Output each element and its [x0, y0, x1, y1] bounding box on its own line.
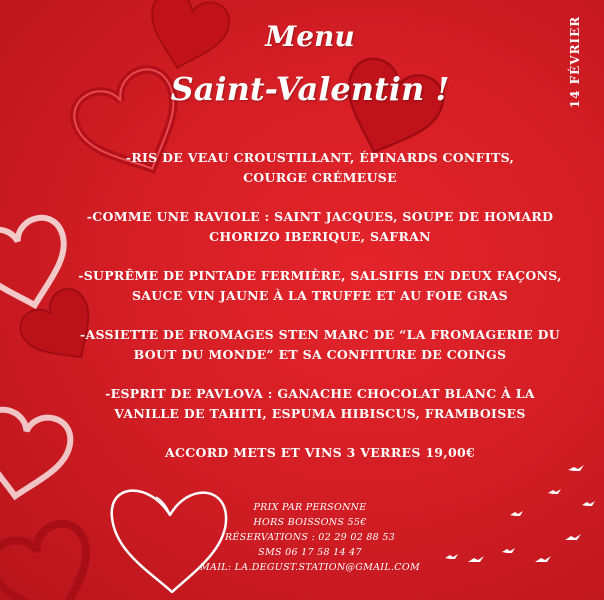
menu-title: Menu — [265, 20, 355, 53]
contact-info — [190, 500, 430, 575]
date-label: 14 FÉVRIER — [568, 15, 582, 109]
course-line: CHORIZO IBERIQUE, SAFRAN — [209, 229, 431, 244]
menu-course — [40, 207, 600, 247]
course-line: -ESPRIT DE PAVLOVA : GANACHE CHOCOLAT BLANC À LA — [105, 386, 535, 401]
heart-outline-icon — [0, 517, 106, 600]
sms-number: SMS 06 17 58 14 47 — [258, 547, 362, 558]
course-line: BOUT DU MONDE” ET SA CONFITURE DE COINGS — [133, 347, 507, 362]
menu-course — [40, 384, 600, 424]
wine-pairing: ACCORD METS ET VINS 3 VERRES 19,00€ — [165, 445, 475, 460]
menu-list — [40, 148, 600, 463]
course-line: -ASSIETTE DE FROMAGES STEN MARC DE “LA FROMAGERIE DU — [79, 327, 561, 342]
price-label: PRIX PAR PERSONNE — [253, 502, 367, 513]
reservation-phone: RÉSERVATIONS : 02 29 02 88 53 — [224, 532, 396, 543]
course-line: -COMME UNE RAVIOLE : SAINT JACQUES, SOUPE DE HOMARD — [86, 209, 554, 224]
menu-course — [40, 325, 600, 365]
course-line: COURGE CRÉMEUSE — [243, 170, 397, 185]
birds-icon — [445, 465, 595, 562]
email-address: MAIL: LA.DEGUST.STATION@GMAIL.COM — [200, 562, 420, 573]
menu-course — [40, 148, 600, 188]
saint-valentin-title: Saint-Valentin ! — [170, 70, 450, 108]
menu-course — [40, 266, 600, 306]
course-line: -SUPRÊME DE PINTADE FERMIÈRE, SALSIFIS EN DEUX FAÇONS, — [78, 268, 562, 283]
price-value: HORS BOISSONS 55€ — [253, 517, 367, 528]
course-line: -RIS DE VEAU CROUSTILLANT, ÉPINARDS CONFITS, — [125, 150, 515, 165]
course-line: VANILLE DE TAHITI, ESPUMA HIBISCUS, FRAMBOISES — [114, 406, 526, 421]
course-line: SAUCE VIN JAUNE À LA TRUFFE ET AU FOIE GRAS — [131, 288, 509, 303]
